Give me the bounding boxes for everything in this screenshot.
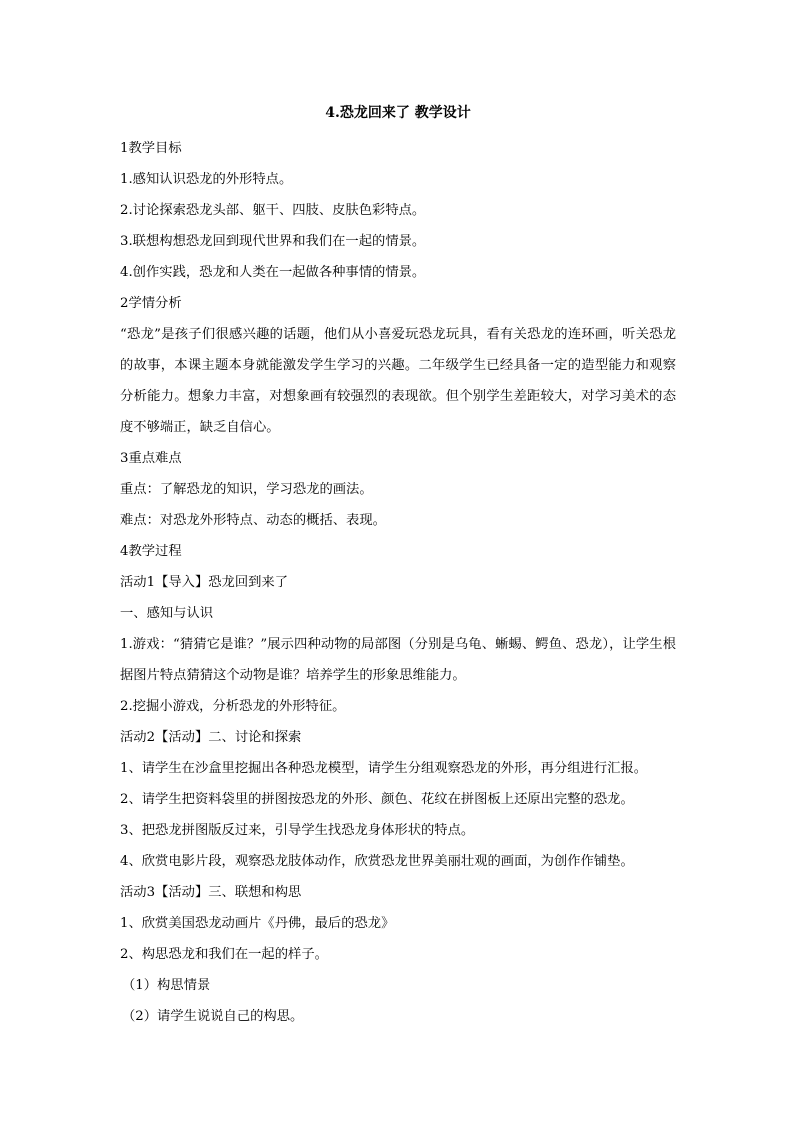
- part-3-item-2: 2、构思恐龙和我们在一起的样子。: [120, 947, 328, 962]
- goal-item-4: 4.创作实践，恐龙和人类在一起做各种事情的情景。: [120, 265, 426, 280]
- activity-3-heading: 活动3【活动】三、联想和构思: [120, 885, 302, 900]
- part-3-sub-item-1: （1）构思情景: [122, 978, 211, 993]
- goal-item-3: 3.联想构想恐龙回到现代世界和我们在一起的情景。: [120, 234, 426, 249]
- part-1-heading: 一、感知与认识: [120, 606, 214, 621]
- part-2-item-2: 2、请学生把资料袋里的拼图按恐龙的外形、颜色、花纹在拼图板上还原出完整的恐龙。: [120, 792, 634, 807]
- section-heading-process: 4教学过程: [120, 544, 182, 559]
- goal-item-1: 1.感知认识恐龙的外形特点。: [120, 172, 293, 187]
- part-3-sub-item-2: （2）请学生说说自己的构思。: [122, 1009, 304, 1024]
- activity-2-heading: 活动2【活动】二、讨论和探索: [120, 730, 302, 745]
- activity-1-heading: 活动1【导入】恐龙回到来了: [120, 575, 289, 590]
- part-2-item-3: 3、把恐龙拼图版反过来，引导学生找恐龙身体形状的特点。: [120, 823, 475, 838]
- key-point: 重点：了解恐龙的知识，学习恐龙的画法。: [120, 482, 373, 497]
- part-1-item-1: 1.游戏：“猜猜它是谁？”展示四种动物的局部图（分别是乌龟、蜥蜴、鳄鱼、恐龙），让学生根据图片特点猜猜这个动物是谁？培养学生的形象思维能力。: [120, 637, 676, 683]
- goal-item-2: 2.讨论探索恐龙头部、躯干、四肢、皮肤色彩特点。: [120, 203, 426, 218]
- document-title: 4.恐龙回来了 教学设计: [325, 105, 471, 121]
- part-1-item-2: 2.挖掘小游戏，分析恐龙的外形特征。: [120, 699, 346, 714]
- difficulty-point: 难点：对恐龙外形特点、动态的概括、表现。: [120, 513, 386, 528]
- part-2-item-4: 4、欣赏电影片段，观察恐龙肢体动作，欣赏恐龙世界美丽壮观的画面，为创作作铺垫。: [120, 854, 634, 869]
- part-2-item-1: 1、请学生在沙盒里挖掘出各种恐龙模型，请学生分组观察恐龙的外形，再分组进行汇报。: [120, 761, 648, 776]
- section-heading-goals: 1教学目标: [120, 141, 182, 156]
- part-3-item-1: 1、欣赏美国恐龙动画片《丹佛，最后的恐龙》: [120, 916, 395, 931]
- section-heading-key-points: 3重点难点: [120, 451, 182, 466]
- analysis-paragraph: “恐龙”是孩子们很感兴趣的话题，他们从小喜爱玩恐龙玩具，看有关恐龙的连环画，听关恐龙的故事，本课主题本身就能激发学生学习的兴趣。二年级学生已经具备一定的造型能力和观察分析能力。想象力丰富，对想象画有较强烈的表现欲。但个别学生差距较大，对学习美术的态度不够端正，缺乏自信心。: [120, 327, 676, 435]
- section-heading-analysis: 2学情分析: [120, 296, 182, 311]
